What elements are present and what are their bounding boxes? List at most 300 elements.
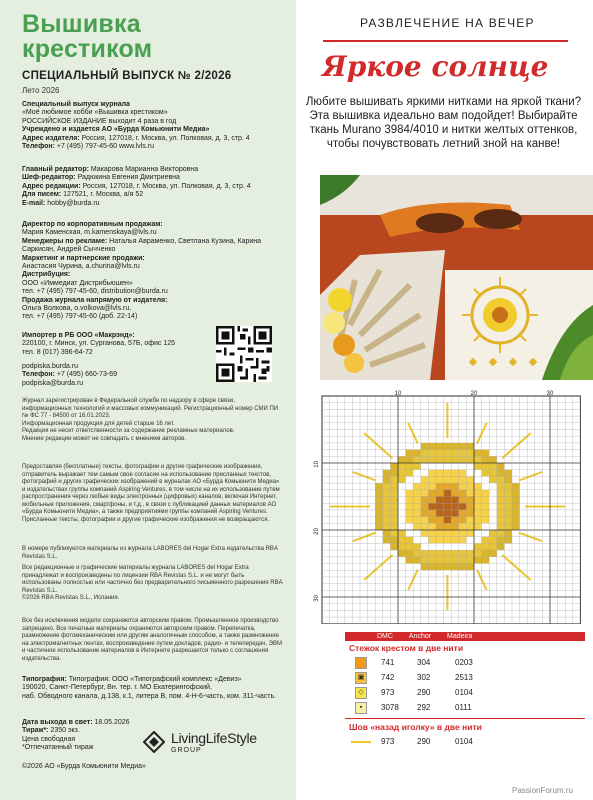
stitch-cell — [421, 443, 429, 450]
stitch-cell — [459, 537, 467, 544]
imprint-line — [22, 246, 284, 254]
stitch-cell — [504, 476, 512, 483]
price-text: Цена свободная — [22, 735, 76, 743]
stitch-cell — [398, 463, 406, 470]
stitch-cell — [428, 497, 436, 504]
stitch-cell — [383, 483, 391, 490]
imprint-value: Мария Каменская, m.kamenskaya@lvls.ru — [22, 229, 157, 237]
stitch-cell — [375, 490, 383, 497]
stitch-cell — [466, 564, 474, 571]
legal-text: ©2026 RBA Revistas S.L., Испания. — [22, 595, 120, 601]
stitch-cell — [466, 463, 474, 470]
stitch-cell — [459, 456, 467, 463]
legal-text: Редакция не несет ответственности за содержание рекламных материалов. — [22, 428, 235, 434]
imprint-line — [22, 135, 284, 143]
imprint-line — [22, 238, 284, 246]
stitch-cell — [444, 470, 452, 477]
legend-row — [345, 670, 585, 685]
copyright-text: ©2026 АО «Бурда Комьюнити Медиа» — [22, 763, 146, 770]
stitch-cell — [413, 523, 421, 530]
printing-block — [22, 676, 284, 701]
stitch-cell — [413, 537, 421, 544]
stitch-cell — [482, 483, 490, 490]
printing-value: Типография: ООО «Типографский комплекс «Девиз» — [66, 676, 242, 683]
imprint-value: тел. 8 (017) 396-64-72 — [22, 348, 93, 356]
stitch-cell — [428, 530, 436, 537]
stitch-cell — [406, 530, 414, 537]
stitch-cell — [466, 543, 474, 550]
stitch-cell — [444, 450, 452, 457]
imprint-line — [22, 371, 212, 379]
legend-row — [345, 685, 585, 700]
imprint-label: Менеджеры по рекламе: — [22, 237, 108, 245]
imprint-line — [22, 380, 212, 388]
stitch-cell — [421, 450, 429, 457]
stitch-cell — [512, 483, 520, 490]
stitch-cell — [451, 530, 459, 537]
stitch-cell — [428, 476, 436, 483]
stitch-cell — [444, 503, 452, 510]
stitch-cell — [482, 503, 490, 510]
imprint-value: podpiska@burda.ru — [22, 379, 84, 387]
stitch-cell — [497, 470, 505, 477]
stitch-cell — [466, 497, 474, 504]
stitch-cell — [406, 476, 414, 483]
print-run-value: 2350 экз. — [48, 727, 80, 735]
imprint-value: +7 (495) 797-45-60 www.lvls.ru — [54, 143, 154, 151]
imprint-label: Учреждено и издается АО «Бурда Комьюнити Медиа» — [22, 126, 210, 134]
stitch-cell — [444, 543, 452, 550]
legend-anchor: 292 — [417, 703, 431, 712]
section-rule — [323, 40, 568, 42]
stitch-cell — [413, 543, 421, 550]
legend-anchor: 302 — [417, 673, 431, 682]
stitch-cell — [398, 497, 406, 504]
printing-label: Типография: — [22, 676, 67, 683]
stitch-cell — [459, 550, 467, 557]
legend-madeira: 0104 — [455, 688, 473, 697]
importer-block — [22, 332, 212, 357]
stitch-cell — [383, 517, 391, 524]
stitch-cell — [421, 503, 429, 510]
stitch-cell — [383, 537, 391, 544]
stitch-cell — [413, 557, 421, 564]
stitch-cell — [482, 470, 490, 477]
stitch-cell — [459, 543, 467, 550]
stitch-cell — [398, 476, 406, 483]
imprint-value: ООО «Иммедиат Дистрибьюшен» — [22, 279, 133, 287]
stitch-cell — [390, 537, 398, 544]
stitch-cell — [436, 470, 444, 477]
stitch-cell — [474, 523, 482, 530]
article-intro: Любите вышивать яркими нитками на яркой ткани? Эта вышивка идеально вам подойдет! Выбирайте ткань Murano 3984/4010 и нитки желтых оттенков, чтобы почувствовать летний зной на канве! — [305, 96, 582, 150]
stitch-cell — [421, 517, 429, 524]
stitch-cell — [406, 510, 414, 517]
stitch-cell — [375, 510, 383, 517]
stitch-cell — [504, 530, 512, 537]
stitch-cell — [413, 550, 421, 557]
stitch-cell — [482, 550, 490, 557]
stitch-cell — [497, 503, 505, 510]
stitch-cell — [482, 510, 490, 517]
chart-top-label: 10 — [394, 391, 402, 397]
stitch-cell — [459, 564, 467, 571]
stitch-cell — [466, 530, 474, 537]
stitch-cell — [421, 537, 429, 544]
imprint-value: тел. +7 (495) 797-45-60, distribution@burda.ru — [22, 288, 168, 296]
legend-backstitch-title: Шов «назад иголку» в две нити — [349, 722, 482, 732]
stitch-cell — [428, 510, 436, 517]
stitch-cell — [390, 530, 398, 537]
stitch-cell — [436, 510, 444, 517]
legal-registration — [22, 398, 284, 443]
stitch-cell — [504, 483, 512, 490]
stitch-cell — [474, 483, 482, 490]
stitch-cell — [466, 450, 474, 457]
stitch-cell — [398, 530, 406, 537]
stitch-cell — [428, 450, 436, 457]
imprint-line — [22, 297, 284, 305]
stitch-cell — [459, 470, 467, 477]
stitch-cell — [383, 497, 391, 504]
legend-dmc: 742 — [381, 673, 395, 682]
stitch-cell — [413, 510, 421, 517]
stitch-cell — [489, 463, 497, 470]
stitch-cell — [451, 470, 459, 477]
stitch-cell — [444, 537, 452, 544]
imprint-label: Специальный выпуск журнала — [22, 101, 130, 108]
stitch-cell — [428, 490, 436, 497]
release-date-label: Дата выхода в свет: — [22, 719, 93, 726]
stitch-cell — [428, 550, 436, 557]
stitch-cell — [474, 543, 482, 550]
cross-stitch-chart — [310, 388, 590, 624]
imprint-line — [22, 166, 284, 174]
stitch-cell — [421, 497, 429, 504]
stitch-cell — [497, 490, 505, 497]
chart-left-label: 30 — [314, 595, 320, 602]
imprint-line — [22, 271, 284, 279]
stitch-cell — [444, 476, 452, 483]
legend-row — [345, 655, 585, 670]
stitch-cell — [421, 476, 429, 483]
release-date-value: 18.05.2026 — [92, 719, 130, 726]
stitch-cell — [436, 550, 444, 557]
stitch-cell — [474, 557, 482, 564]
stitch-cell — [451, 537, 459, 544]
stitch-cell — [383, 490, 391, 497]
article-title: Яркое солнце — [322, 50, 549, 83]
stitch-cell — [406, 463, 414, 470]
stitch-cell — [489, 503, 497, 510]
stitch-cell — [383, 476, 391, 483]
stitch-cell — [512, 523, 520, 530]
stitch-cell — [474, 497, 482, 504]
stitch-cell — [413, 490, 421, 497]
stitch-cell — [421, 470, 429, 477]
stitch-cell — [428, 517, 436, 524]
imprint-value: +7 (495) 660-73-69 — [54, 371, 118, 379]
stitch-cell — [497, 530, 505, 537]
stitch-cell — [390, 517, 398, 524]
stitch-cell — [459, 503, 467, 510]
watermark: PassionForum.ru — [512, 786, 573, 795]
stitch-cell — [390, 470, 398, 477]
stitch-cell — [512, 497, 520, 504]
stitch-cell — [466, 537, 474, 544]
stitch-cell — [406, 517, 414, 524]
imprint-line — [22, 221, 284, 229]
stitch-cell — [390, 497, 398, 504]
imprint-value: Саркисян, Андрей Сычченко — [22, 246, 116, 254]
stitch-cell — [504, 537, 512, 544]
stitch-cell — [504, 517, 512, 524]
stitch-cell — [406, 490, 414, 497]
stitch-cell — [444, 510, 452, 517]
stitch-cell — [466, 470, 474, 477]
stitch-cell — [436, 517, 444, 524]
stitch-cell — [466, 550, 474, 557]
stitch-cell — [398, 517, 406, 524]
imprint-value: 220100, г. Минск, ул. Сурганова, 57Б, офис 125 — [22, 340, 176, 348]
stitch-cell — [413, 483, 421, 490]
stitch-cell — [474, 510, 482, 517]
stitch-cell — [413, 450, 421, 457]
legend-madeira: 0104 — [455, 737, 473, 746]
stitch-cell — [451, 503, 459, 510]
magazine-title-line2: крестиком — [22, 35, 153, 63]
stitch-cell — [390, 523, 398, 530]
stitch-cell — [497, 537, 505, 544]
stitch-cell — [421, 564, 429, 571]
stitch-cell — [489, 470, 497, 477]
stitch-cell — [482, 497, 490, 504]
imprint-value: тел. +7 (495) 797-45-60 (доб. 22-14) — [22, 313, 138, 321]
imprint-line — [22, 126, 284, 134]
stitch-cell — [482, 450, 490, 457]
print-run-note: *Отпечатанный тираж — [22, 744, 94, 752]
legend-divider — [345, 718, 585, 719]
stitch-cell — [444, 557, 452, 564]
stitch-cell — [474, 456, 482, 463]
print-run-label: Тираж*: — [22, 727, 49, 735]
stitch-cell — [489, 497, 497, 504]
stitch-cell — [451, 564, 459, 571]
stitch-cell — [398, 456, 406, 463]
stitch-cell — [406, 497, 414, 504]
logo-mark-icon — [143, 731, 165, 753]
stitch-cell — [428, 463, 436, 470]
stitch-cell — [398, 537, 406, 544]
stitch-cell — [451, 456, 459, 463]
stitch-cell — [489, 543, 497, 550]
stitch-cell — [504, 497, 512, 504]
imprint-label: Директор по корпоративным продажам: — [22, 221, 163, 228]
imprint-label: Для писем: — [22, 191, 62, 199]
stitch-cell — [482, 463, 490, 470]
legend-col-anchor: Anchor — [408, 633, 432, 640]
stitch-cell — [444, 443, 452, 450]
stitch-cell — [436, 523, 444, 530]
stitch-cell — [390, 476, 398, 483]
qr-code — [216, 326, 272, 382]
stitch-cell — [390, 510, 398, 517]
stitch-cell — [390, 490, 398, 497]
stitch-cell — [489, 510, 497, 517]
stitch-cell — [466, 517, 474, 524]
legal-text: Информационная продукция для детей старше 16 лет. — [22, 420, 175, 427]
stitch-cell — [459, 483, 467, 490]
stitch-cell — [398, 550, 406, 557]
stitch-cell — [428, 557, 436, 564]
stitch-cell — [375, 503, 383, 510]
stitch-cell — [444, 490, 452, 497]
stitch-cell — [428, 470, 436, 477]
printing-line2: 190020, Санкт-Петербург, Вн. тер. г. МО Екатерингофский, — [22, 684, 212, 692]
stitch-cell — [489, 530, 497, 537]
legend-cross-stitch-title: Стежок крестом в две нити — [349, 643, 464, 653]
imprint-line — [22, 191, 284, 199]
stitch-cell — [504, 503, 512, 510]
legend-header — [345, 632, 585, 641]
issue-season: Лето 2026 — [22, 86, 60, 95]
stitch-cell — [451, 450, 459, 457]
stitch-cell — [497, 517, 505, 524]
legend-anchor: 290 — [417, 688, 431, 697]
stitch-cell — [444, 456, 452, 463]
thread-swatch: ◇ — [355, 687, 367, 699]
stitch-cell — [482, 557, 490, 564]
chart-top-label: 30 — [546, 391, 554, 397]
legend-dmc: 3078 — [381, 703, 399, 712]
stitch-cell — [436, 463, 444, 470]
stitch-cell — [413, 470, 421, 477]
stitch-cell — [482, 537, 490, 544]
stitch-cell — [466, 443, 474, 450]
stitch-cell — [512, 510, 520, 517]
stitch-cell — [482, 490, 490, 497]
stitch-cell — [451, 510, 459, 517]
stitch-cell — [451, 517, 459, 524]
backstitch-swatch — [351, 741, 371, 743]
legal-copyright: Все без исключения модели сохраняются авторским правом. Промышленное производство запрещено. Все печатные материалы охраняются авторским правом. Перепечатка, размножение фотомеханическим или другим аналогичным способом, а также размножение на электромагнитных лентах, воспроизведение путем докладов, радио- и телепередач, ЭВМ и частичное использование материалов в Интернете разрешается только с соглашения издательства. — [22, 618, 282, 662]
stitch-cell — [413, 456, 421, 463]
stitch-cell — [383, 530, 391, 537]
stitch-cell — [421, 463, 429, 470]
imprint-value: podpiska.burda.ru — [22, 363, 79, 370]
stitch-cell — [489, 476, 497, 483]
imprint-label: Импортер в РБ ООО «Макрэнд»: — [22, 332, 135, 339]
imprint-value: РОССИЙСКОЕ ИЗДАНИЕ выходит 4 раза в год — [22, 117, 177, 125]
stitch-cell — [451, 476, 459, 483]
stitch-cell — [504, 490, 512, 497]
stitch-cell — [444, 463, 452, 470]
stitch-cell — [398, 523, 406, 530]
stitch-cell — [489, 483, 497, 490]
stitch-cell — [474, 463, 482, 470]
stitch-cell — [466, 503, 474, 510]
imprint-line — [22, 363, 212, 371]
stitch-cell — [413, 497, 421, 504]
stitch-cell — [497, 497, 505, 504]
stitch-cell — [474, 530, 482, 537]
stitch-cell — [428, 503, 436, 510]
stitch-cell — [421, 543, 429, 550]
stitch-cell — [482, 476, 490, 483]
legend-col-madeira: Madeira — [447, 633, 473, 640]
stitch-cell — [451, 483, 459, 490]
imprint-label: Шеф-редактор: — [22, 174, 76, 182]
stitch-cell — [459, 523, 467, 530]
imprint-line — [22, 183, 284, 191]
imprint-value: Ольга Волкова, o.volkova@lvls.ru, — [22, 305, 132, 313]
stitch-cell — [444, 523, 452, 530]
imprint-line — [22, 313, 284, 321]
stitch-cell — [413, 476, 421, 483]
stitch-cell — [406, 550, 414, 557]
imprint-line — [22, 255, 284, 263]
stitch-cell — [451, 490, 459, 497]
legend-madeira: 0203 — [455, 658, 473, 667]
stitch-cell — [436, 530, 444, 537]
stitch-cell — [421, 523, 429, 530]
stitch-cell — [406, 557, 414, 564]
stitch-cell — [398, 490, 406, 497]
imprint-value: Радюкина Евгения Дмитриевна — [75, 174, 180, 182]
stitch-cell — [406, 483, 414, 490]
stitch-cell — [436, 543, 444, 550]
stitch-cell — [406, 503, 414, 510]
imprint-line — [22, 229, 284, 237]
stitch-cell — [390, 463, 398, 470]
stitch-cell — [489, 517, 497, 524]
legend-madeira: 2513 — [455, 673, 473, 682]
stitch-cell — [436, 443, 444, 450]
stitch-cell — [390, 503, 398, 510]
stitch-cell — [459, 463, 467, 470]
magazine-title-line1: Вышивка — [22, 10, 141, 38]
stitch-cell — [398, 503, 406, 510]
imprint-value: Наталья Авраменко, Светлана Кузина, Карина — [107, 237, 262, 245]
legend-anchor: 304 — [417, 658, 431, 667]
stitch-cell — [497, 476, 505, 483]
stitch-cell — [466, 510, 474, 517]
stitch-cell — [406, 456, 414, 463]
stitch-cell — [398, 543, 406, 550]
stitch-cell — [436, 456, 444, 463]
stitch-cell — [474, 550, 482, 557]
stitch-cell — [466, 523, 474, 530]
magazine-title — [22, 12, 152, 62]
stitch-cell — [489, 523, 497, 530]
stitch-cell — [482, 456, 490, 463]
stitch-cell — [489, 537, 497, 544]
stitch-cell — [474, 476, 482, 483]
imprint-line — [22, 143, 284, 151]
stitch-cell — [428, 564, 436, 571]
stitch-cell — [398, 470, 406, 477]
stitch-cell — [459, 443, 467, 450]
imprint-line — [22, 200, 284, 208]
imprint-line — [22, 280, 284, 288]
stitch-cell — [421, 490, 429, 497]
stitch-cell — [444, 530, 452, 537]
stitch-cell — [428, 537, 436, 544]
stitch-cell — [428, 456, 436, 463]
stitch-cell — [482, 517, 490, 524]
stitch-cell — [459, 557, 467, 564]
imprint-line — [22, 174, 284, 182]
